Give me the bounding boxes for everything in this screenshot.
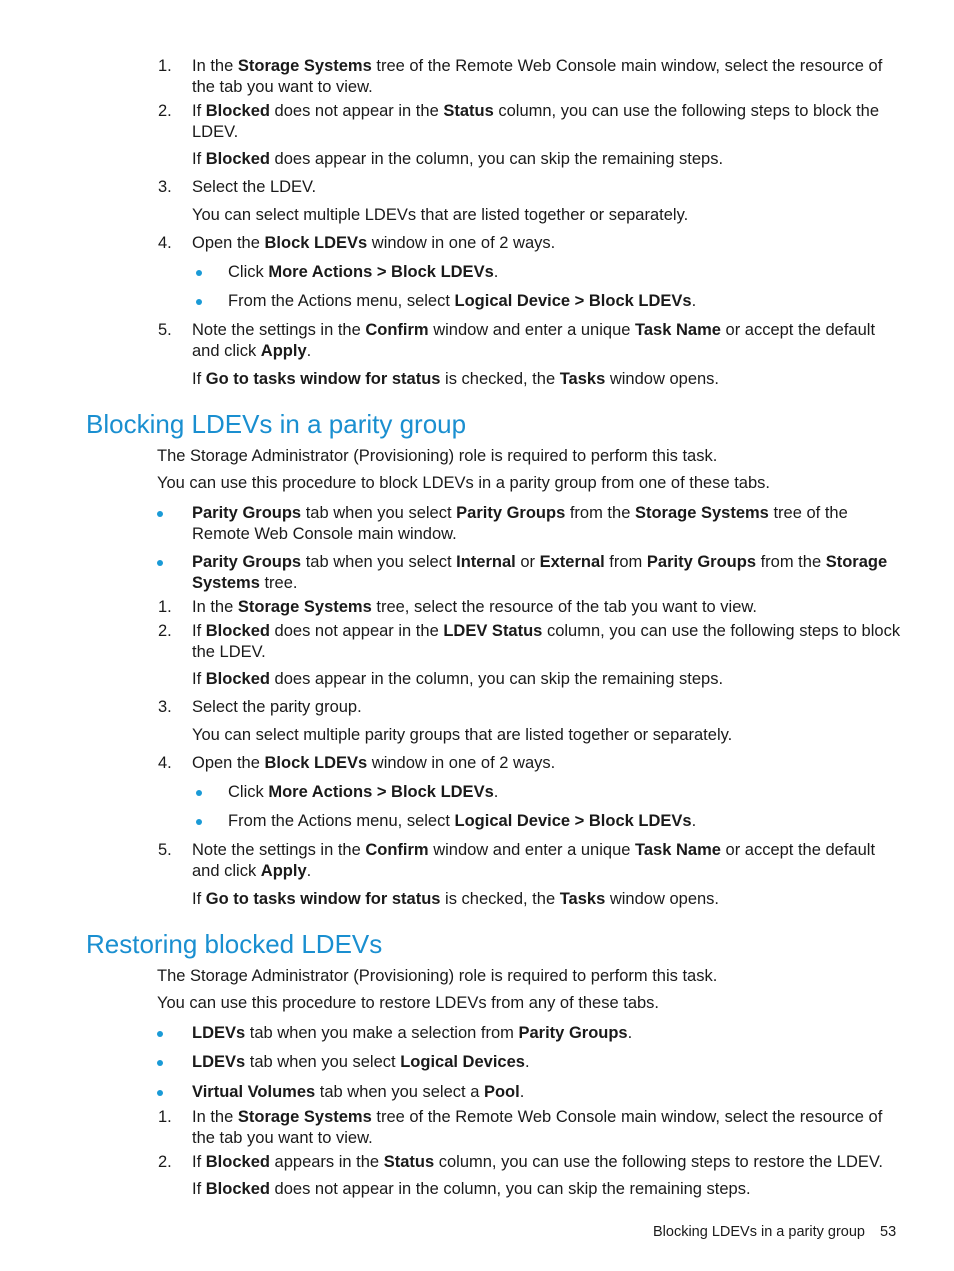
intro-text: The Storage Administrator (Provisioning) role is required to perform this task. [157,967,718,985]
footer-title: Blocking LDEVs in a parity group [653,1224,865,1240]
page-number: 53 [880,1224,897,1240]
substep-text: Click More Actions > Block LDEVs. [228,783,499,801]
step-number: 1. [158,57,172,75]
tab-bullet-text: Parity Groups tab when you select Parity Groups from the Storage Systems tree of the Remote Web Console main window. [192,504,848,543]
step-number: 2. [158,102,172,120]
step-text: In the Storage Systems tree of the Remote Web Console main window, select the resource of the tab you want to view. [192,57,883,96]
step-text: Select the LDEV. [192,178,317,196]
step-text: Note the settings in the Confirm window and enter a unique Task Name or accept the default and click Apply. [192,321,876,360]
intro-text: You can use this procedure to restore LDEVs from any of these tabs. [157,994,660,1012]
step-text: Open the Block LDEVs window in one of 2 ways. [192,234,556,252]
tab-bullet-text: Parity Groups tab when you select Internal or External from Parity Groups from the Storage Systems tree. [192,553,888,592]
tab-bullet-text: Virtual Volumes tab when you select a Pool. [192,1083,525,1101]
section-heading: Restoring blocked LDEVs [86,929,383,959]
step-text: If Blocked appears in the Status column, you can use the following steps to restore the LDEV. [192,1153,883,1171]
bullet-icon [196,299,202,305]
step-note: If Go to tasks window for status is checked, the Tasks window opens. [192,370,720,388]
bullet-icon [157,1060,163,1066]
substep-text: From the Actions menu, select Logical Device > Block LDEVs. [228,812,697,830]
step-note: You can select multiple LDEVs that are listed together or separately. [192,206,689,224]
bullet-icon [196,819,202,825]
step-number: 1. [158,1108,172,1126]
section-heading: Blocking LDEVs in a parity group [86,409,467,439]
step-note: If Blocked does not appear in the column, you can skip the remaining steps. [192,1180,751,1198]
bullet-icon [196,270,202,276]
step-text: If Blocked does not appear in the LDEV Status column, you can use the following steps to block the LDEV. [192,622,901,661]
step-text: In the Storage Systems tree of the Remote Web Console main window, select the resource of the tab you want to view. [192,1108,883,1147]
step-number: 5. [158,321,172,339]
bullet-icon [157,1031,163,1037]
step-number: 1. [158,598,172,616]
step-text: In the Storage Systems tree, select the resource of the tab you want to view. [192,598,757,616]
step-note: If Blocked does appear in the column, you can skip the remaining steps. [192,150,724,168]
substep-text: Click More Actions > Block LDEVs. [228,263,499,281]
tab-bullet-text: LDEVs tab when you make a selection from Parity Groups. [192,1024,633,1042]
step-number: 2. [158,1153,172,1171]
bullet-icon [196,790,202,796]
step-number: 3. [158,698,172,716]
step-number: 4. [158,754,172,772]
step-number: 2. [158,622,172,640]
bullet-icon [157,560,163,566]
intro-text: The Storage Administrator (Provisioning) role is required to perform this task. [157,447,718,465]
intro-text: You can use this procedure to block LDEVs in a parity group from one of these tabs. [157,474,770,492]
step-note: You can select multiple parity groups that are listed together or separately. [192,726,733,744]
step-number: 3. [158,178,172,196]
step-number: 4. [158,234,172,252]
step-note: If Blocked does appear in the column, you can skip the remaining steps. [192,670,724,688]
bullet-icon [157,511,163,517]
step-number: 5. [158,841,172,859]
step-note: If Go to tasks window for status is checked, the Tasks window opens. [192,890,720,908]
step-text: Select the parity group. [192,698,362,716]
step-text: If Blocked does not appear in the Status column, you can use the following steps to block the LDEV. [192,102,880,141]
step-text: Open the Block LDEVs window in one of 2 ways. [192,754,556,772]
substep-text: From the Actions menu, select Logical Device > Block LDEVs. [228,292,697,310]
step-text: Note the settings in the Confirm window and enter a unique Task Name or accept the default and click Apply. [192,841,876,880]
bullet-icon [157,1090,163,1096]
tab-bullet-text: LDEVs tab when you select Logical Devices. [192,1053,530,1071]
